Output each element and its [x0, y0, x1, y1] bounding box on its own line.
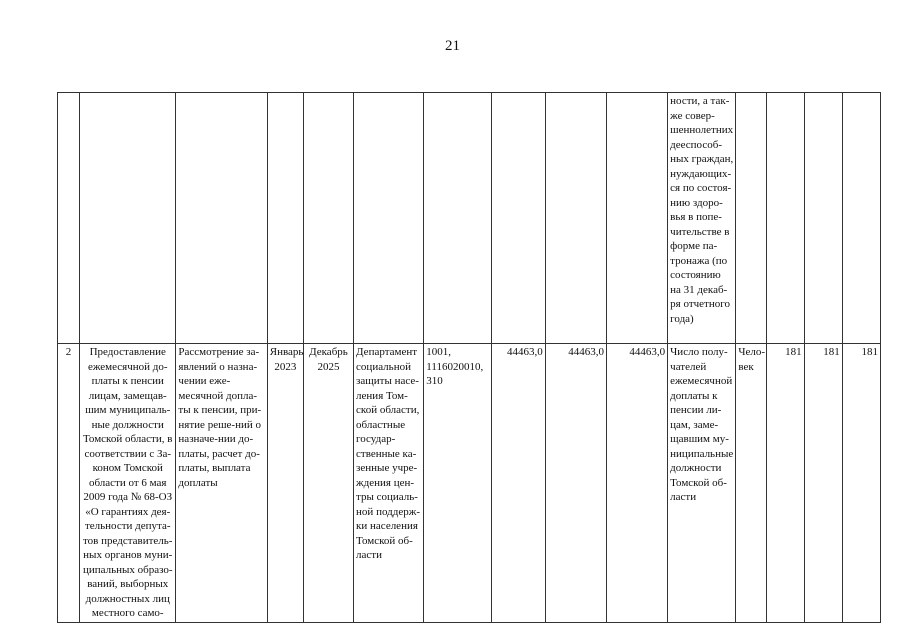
cell-empty — [804, 93, 842, 344]
cell-unit: Чело- век — [736, 344, 766, 623]
cell-empty — [842, 93, 880, 344]
program-table — [57, 92, 881, 623]
table-row-continuation — [58, 93, 881, 344]
cell-amount-3: 44463,0 — [606, 344, 667, 623]
cell-value-3: 181 — [842, 344, 880, 623]
cell-row-number: 2 — [58, 344, 80, 623]
cell-empty — [267, 93, 303, 344]
cell-executor: Департамент социальной защиты насе- ления Том- ской области, областные государ- ственные ка- зенные учре- ждения цен- тры социаль- ной поддерж- ки населения Томской об- ласти — [354, 344, 424, 623]
cell-empty — [606, 93, 667, 344]
cell-empty — [766, 93, 804, 344]
cell-empty — [80, 93, 176, 344]
cell-empty — [354, 93, 424, 344]
cell-empty — [176, 93, 267, 344]
cell-amount-2: 44463,0 — [545, 344, 606, 623]
cell-start-date: Январь 2023 — [267, 344, 303, 623]
cell-end-date: Декабрь 2025 — [303, 344, 353, 623]
cell-value-1: 181 — [766, 344, 804, 623]
cell-empty — [491, 93, 545, 344]
cell-empty — [545, 93, 606, 344]
cell-kbk: 1001, 1116020010, 310 — [424, 344, 491, 623]
cell-empty — [736, 93, 766, 344]
cell-value-2: 181 — [804, 344, 842, 623]
cell-indicator-name: Число полу- чателей ежемесячной доплаты к пенсии ли- цам, заме- щавшим му- ниципальные должности Томской об- ласти — [668, 344, 736, 623]
cell-indicator-continuation: ности, а так- же совер- шеннолетних дееспособ- ных граждан, нуждающих- ся по состоя- нию здоро- вья в попе- чительстве в форме па- тронажа (по состоянию на 31 декаб- ря отчетного года) — [668, 93, 736, 344]
cell-empty — [424, 93, 491, 344]
cell-empty — [303, 93, 353, 344]
page-number: 21 — [445, 38, 460, 54]
cell-procedures: Рассмотрение за- явлений о назна- чении ежe- месячной допла- ты к пенсии, при- нятие реше-ний о назначе-нии до- платы, расчет до- платы, выплата доплаты — [176, 344, 267, 623]
cell-empty — [58, 93, 80, 344]
cell-service-name: Предоставление ежемесячной до- платы к пенсии лицам, замещав- шим муниципаль- ные должности Томской области, в соответствии с За- коном Томской области от 6 мая 2009 года № 68-ОЗ «О гарантиях дея- тельности депута- тов представитель- ных органов муни- ципальных образо- ваний, выборных должностных лиц местного само- — [80, 344, 176, 623]
table-row — [58, 344, 881, 623]
cell-amount-1: 44463,0 — [491, 344, 545, 623]
